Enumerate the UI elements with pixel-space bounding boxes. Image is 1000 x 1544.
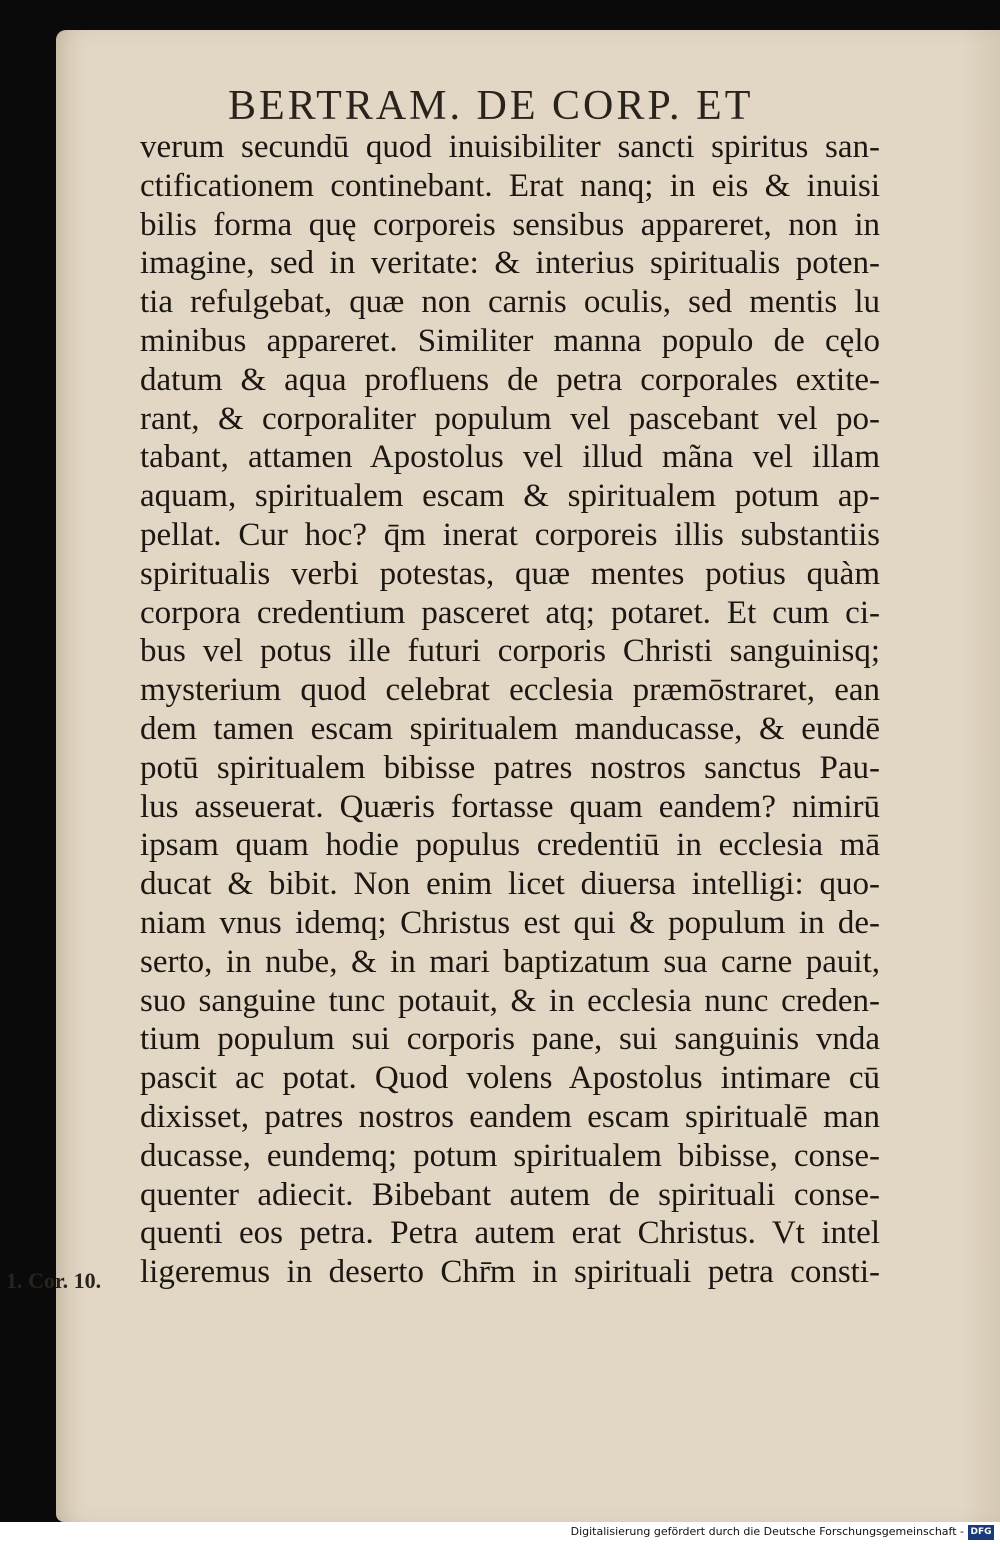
text-line: serto, in nube, & in mari baptizatum sua carne pauit, bbox=[140, 943, 880, 980]
text-line: tium populum sui corporis pane, sui sanguinis vnda bbox=[140, 1021, 880, 1058]
text-line: imagine, sed in veritate: & interius spiritualis poten- bbox=[140, 245, 880, 282]
text-line: lus asseuerat. Quæris fortasse quam eandem? nimirū bbox=[140, 788, 880, 825]
page-edge-shading bbox=[960, 30, 1000, 1522]
text-line: ducat & bibit. Non enim licet diuersa intelligi: quo- bbox=[140, 866, 880, 903]
text-line: verum secundū quod inuisibiliter sancti spiritus san- bbox=[140, 129, 880, 165]
text-line: pascit ac potat. Quod volens Apostolus intimare cū bbox=[140, 1060, 880, 1097]
text-line: datum & aqua profluens de petra corporales extite- bbox=[140, 361, 880, 398]
text-line: ctificationem continebant. Erat nanq; in eis & inuisi bbox=[140, 167, 880, 204]
text-line: bus vel potus ille futuri corporis Christi sanguinisq; bbox=[140, 633, 880, 670]
text-line: tia refulgebat, quæ non carnis oculis, sed mentis lu bbox=[140, 284, 880, 321]
text-line: corpora credentium pasceret atq; potaret. Et cum ci- bbox=[140, 594, 880, 631]
text-line: tabant, attamen Apostolus vel illud mãna vel illam bbox=[140, 439, 880, 476]
text-line: bilis forma quę corporeis sensibus appareret, non in bbox=[140, 206, 880, 243]
text-line: aquam, spiritualem escam & spiritualem potum ap- bbox=[140, 478, 880, 515]
dfg-logo: DFG bbox=[968, 1525, 994, 1540]
text-line: spiritualis verbi potestas, quæ mentes potius quàm bbox=[140, 555, 880, 592]
funding-notice: Digitalisierung gefördert durch die Deutsche Forschungsgemeinschaft - bbox=[570, 1525, 964, 1538]
text-line: suo sanguine tunc potauit, & in ecclesia nunc creden- bbox=[140, 982, 880, 1019]
text-line: quenti eos petra. Petra autem erat Christus. Vt intel bbox=[140, 1215, 880, 1252]
text-line: ligeremus in deserto Chr̄m in spirituali petra consti- bbox=[140, 1254, 880, 1291]
marginal-note: 1. Cor. 10. bbox=[6, 1268, 102, 1293]
footer-bar bbox=[0, 1522, 1000, 1544]
text-line: mysterium quod celebrat ecclesia præmōstraret, ean bbox=[140, 672, 880, 709]
text-line: minibus appareret. Similiter manna populo de cęlo bbox=[140, 322, 880, 359]
text-line: niam vnus idemq; Christus est qui & populum in de- bbox=[140, 904, 880, 941]
text-line: potū spiritualem bibisse patres nostros sanctus Pau- bbox=[140, 749, 880, 786]
text-line: dixisset, patres nostros eandem escam spiritualē man bbox=[140, 1098, 880, 1135]
text-line: quenter adiecit. Bibebant autem de spirituali conse- bbox=[140, 1176, 880, 1213]
text-line: rant, & corporaliter populum vel pascebant vel po- bbox=[140, 400, 880, 437]
text-line: ducasse, eundemq; potum spiritualem bibisse, conse- bbox=[140, 1137, 880, 1174]
text-line: dem tamen escam spiritualem manducasse, & eundē bbox=[140, 710, 880, 747]
body-text bbox=[140, 128, 880, 1292]
text-line: pellat. Cur hoc? q̄m inerat corporeis illis substantiis bbox=[140, 516, 880, 553]
text-line: ipsam quam hodie populus credentiū in ecclesia mā bbox=[140, 827, 880, 864]
running-head: BERTRAM. DE CORP. ET bbox=[228, 83, 754, 129]
